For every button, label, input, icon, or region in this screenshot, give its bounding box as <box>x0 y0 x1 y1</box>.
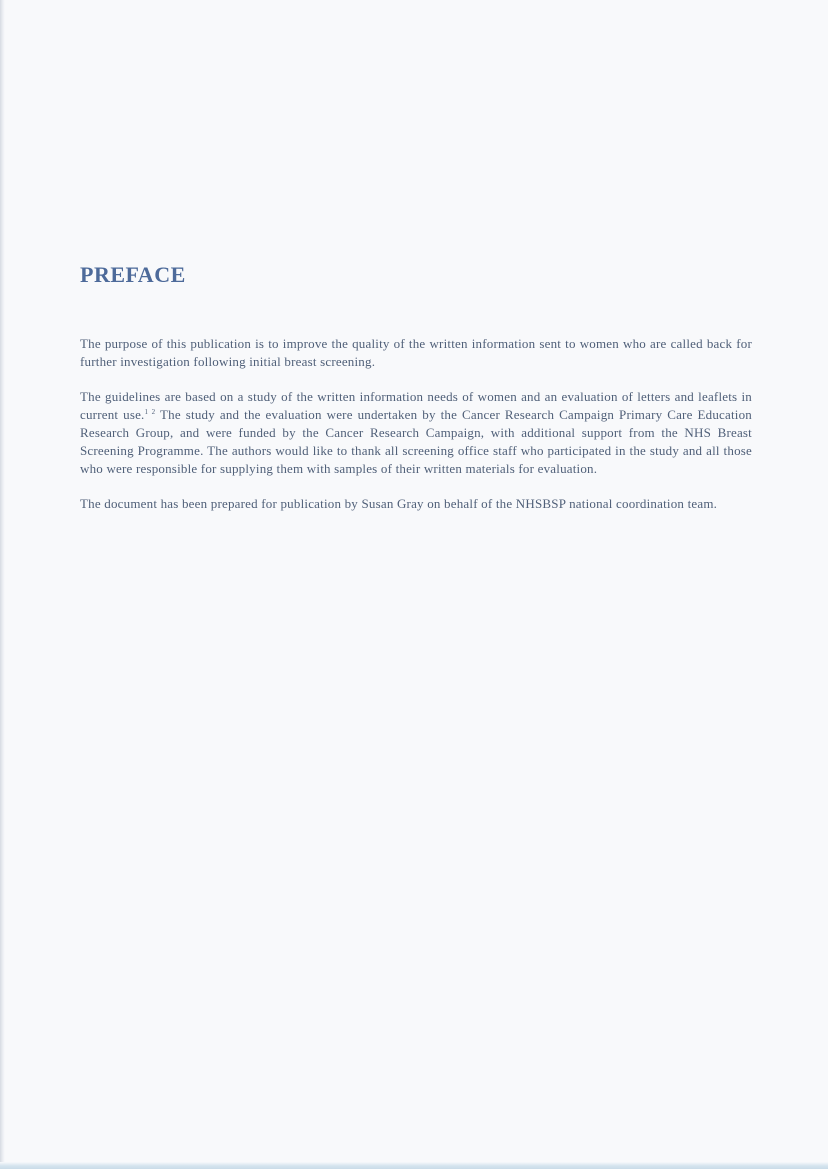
page-left-edge <box>0 0 5 1169</box>
paragraph-guidelines-text: The guidelines are based on a study of the written information needs of women and an evaluation of letters and leaflets in current use. <box>80 389 752 422</box>
reference-superscript: 1 2 <box>144 408 156 416</box>
preface-body <box>80 335 752 530</box>
page-heading: PREFACE <box>80 262 186 287</box>
page-bottom-edge <box>0 1162 828 1169</box>
paragraph-guidelines-continued: The study and the evaluation were undertaken by the Cancer Research Campaign Primary Care Education Research Group, and were funded by the Cancer Research Campaign, with additional support from the NHS Breast Screening Programme. The authors would like to thank all screening office staff who participated in the study and all those who were responsible for supplying them with samples of their written materials for evaluation. <box>80 407 752 476</box>
paragraph-purpose: The purpose of this publication is to improve the quality of the written information sent to women who are called back for further investigation following initial breast screening. <box>80 336 752 369</box>
paragraph-document: The document has been prepared for publication by Susan Gray on behalf of the NHSBSP national coordination team. <box>80 496 718 511</box>
paragraph-guidelines <box>80 388 752 478</box>
